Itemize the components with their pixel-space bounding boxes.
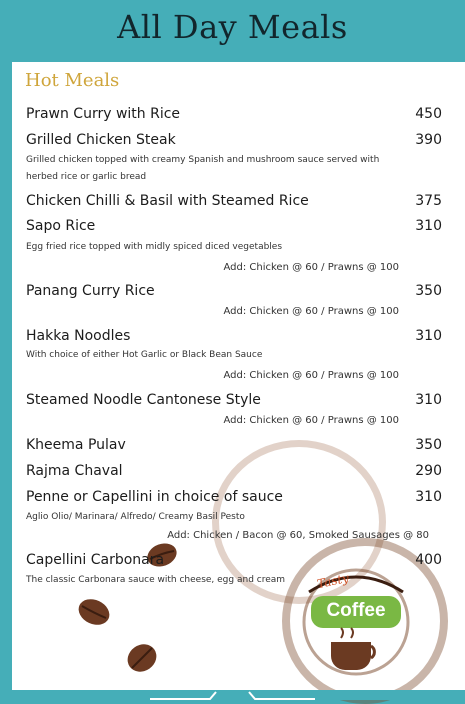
item-name: Chicken Chilli & Basil with Steamed Rice [26, 193, 309, 209]
menu-item [26, 218, 442, 238]
item-price: 400 [415, 552, 442, 568]
item-description: Aglio Olio/ Marinara/ Alfredo/ Creamy Basil Pesto [26, 512, 245, 522]
item-name: Penne or Capellini in choice of sauce [26, 489, 283, 505]
item-name: Panang Curry Rice [26, 283, 155, 299]
item-price: 350 [415, 437, 442, 453]
item-price: 375 [415, 193, 442, 209]
menu-item [26, 132, 442, 152]
item-addon: Add: Chicken @ 60 / Prawns @ 100 [223, 415, 399, 426]
item-addon: Add: Chicken @ 60 / Prawns @ 100 [223, 370, 399, 381]
logo-script-text: Tasty [315, 570, 351, 592]
item-description: The classic Carbonara sauce with cheese, egg and cream [26, 575, 286, 585]
item-price: 290 [415, 463, 442, 479]
item-name: Kheema Pulav [26, 437, 126, 453]
item-price: 350 [415, 283, 442, 299]
menu-item [26, 463, 442, 483]
menu-item [26, 392, 442, 412]
menu-item [26, 552, 442, 572]
menu-item [26, 106, 442, 126]
item-name: Steamed Noodle Cantonese Style [26, 392, 261, 408]
item-description: With choice of either Hot Garlic or Black Bean Sauce [26, 350, 263, 360]
menu-item [26, 193, 442, 213]
menu-card [12, 62, 465, 690]
logo-word-text: Coffee [326, 600, 386, 621]
item-name: Rajma Chaval [26, 463, 123, 479]
item-price: 310 [415, 218, 442, 234]
arrow-right-icon [245, 690, 315, 700]
item-price: 450 [415, 106, 442, 122]
item-price: 310 [415, 392, 442, 408]
item-description: Grilled chicken topped with creamy Spanish and mushroom sauce served with herbed rice or garlic bread [26, 155, 380, 182]
section-title: Hot Meals [25, 70, 120, 91]
menu-item [26, 489, 442, 509]
page-title: All Day Meals [117, 8, 348, 46]
item-name: Hakka Noodles [26, 328, 131, 344]
arrow-left-icon [150, 690, 220, 700]
coffee-bean-icon [124, 640, 160, 676]
item-addon: Add: Chicken @ 60 / Prawns @ 100 [223, 262, 399, 273]
item-description: Egg fried rice topped with midly spiced diced vegetables [26, 242, 283, 252]
menu-item [26, 437, 442, 457]
item-price: 390 [415, 132, 442, 148]
item-price: 310 [415, 328, 442, 344]
item-name: Capellini Carbonara [26, 552, 165, 568]
item-price: 310 [415, 489, 442, 505]
item-addon: Add: Chicken @ 60 / Prawns @ 100 [223, 306, 399, 317]
footer-bar [0, 690, 465, 700]
header-bar [0, 0, 465, 62]
coffee-bean-icon [76, 596, 112, 628]
item-name: Sapo Rice [26, 218, 96, 234]
menu-item [26, 328, 442, 348]
item-name: Grilled Chicken Steak [26, 132, 176, 148]
item-name: Prawn Curry with Rice [26, 106, 181, 122]
item-addon: Add: Chicken / Bacon @ 60, Smoked Sausages @ 80 [167, 530, 429, 541]
menu-item [26, 283, 442, 303]
